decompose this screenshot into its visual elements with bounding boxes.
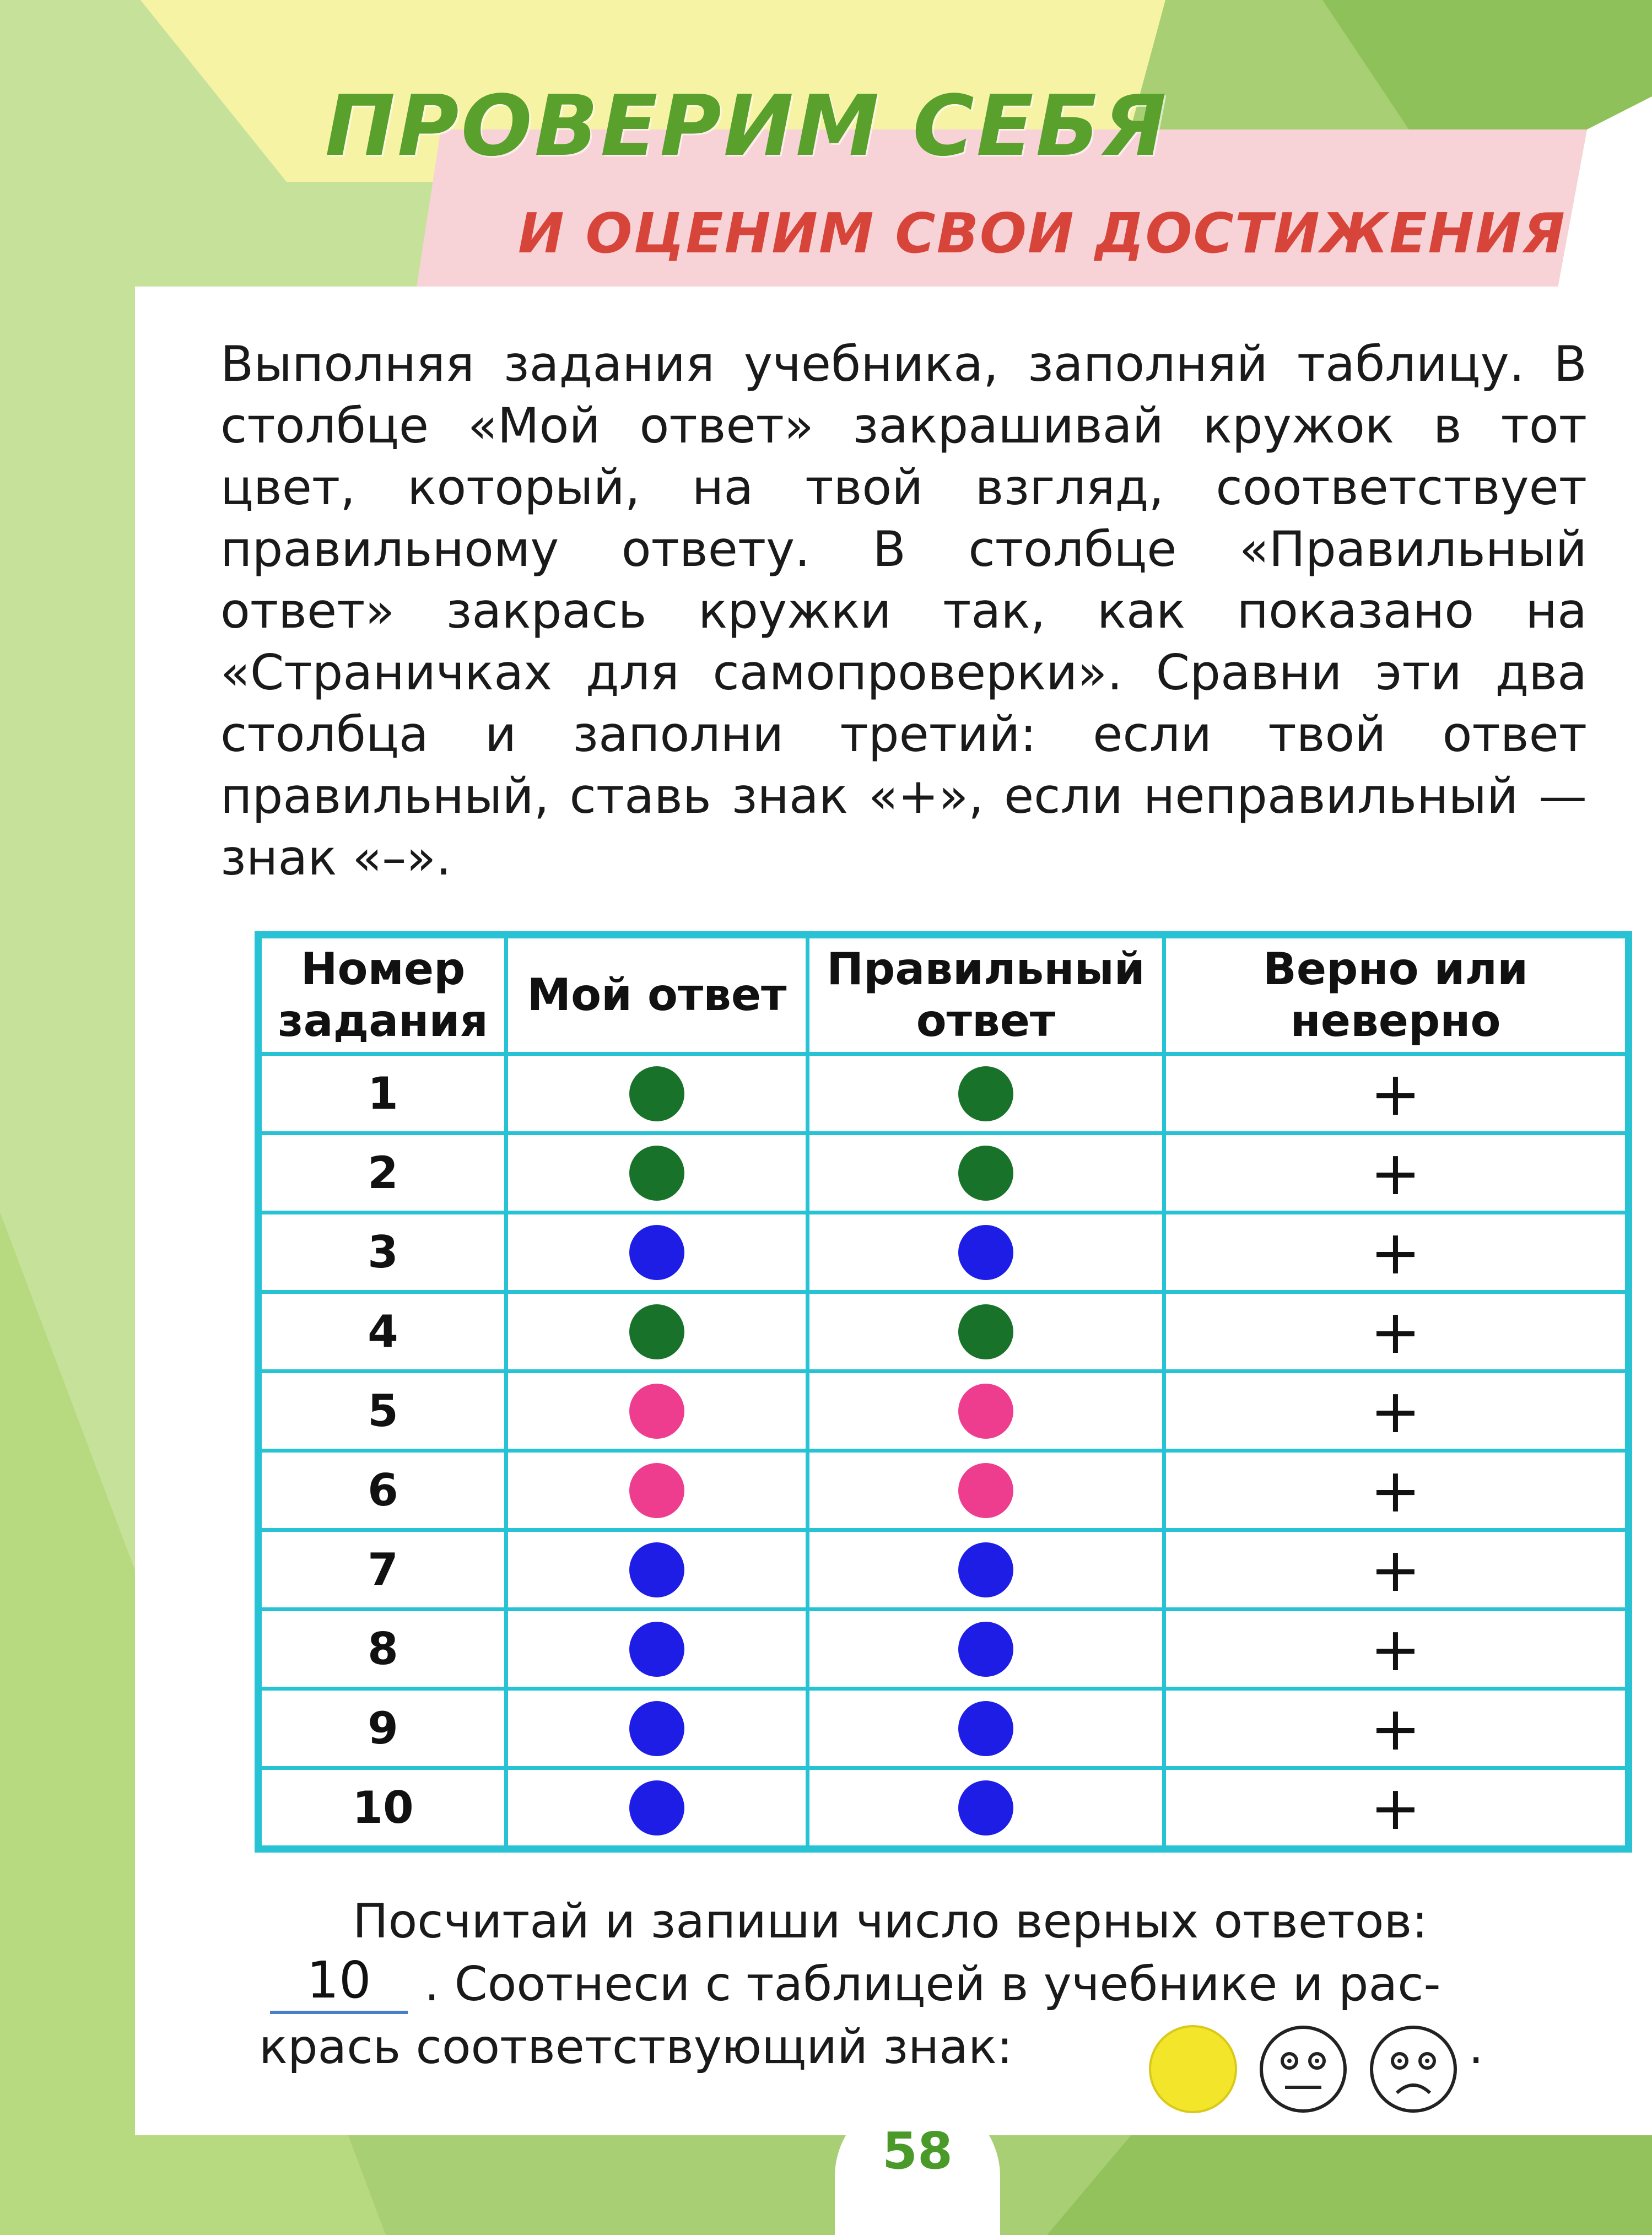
table-row [258,1768,1629,1849]
my-answer-pink-dot[interactable] [629,1384,684,1439]
table-row [258,1133,1629,1213]
task-number: 1 [258,1054,506,1133]
happy-face-icon[interactable] [1146,2022,1240,2116]
task-number: 6 [258,1451,506,1530]
my-answer-green-dot[interactable] [629,1066,684,1121]
my-answer-pink-dot[interactable] [629,1463,684,1518]
correct-answer-cell [808,1768,1164,1849]
header-right-or-wrong: Верно или неверно [1164,935,1629,1054]
sad-face-icon[interactable] [1367,2022,1460,2116]
task-number: 2 [258,1133,506,1213]
task-number: 3 [258,1213,506,1292]
correct-answer-blue-dot[interactable] [958,1542,1013,1597]
table-row [258,1292,1629,1372]
header-correct-answer: Правильный ответ [808,935,1164,1054]
correct-answer-blue-dot[interactable] [958,1622,1013,1677]
footer-line-3-end: . [1469,2020,1484,2075]
correct-answer-green-dot[interactable] [958,1066,1013,1121]
my-answer-blue-dot[interactable] [629,1622,684,1677]
table-row [258,1451,1629,1530]
correct-answer-cell [808,1054,1164,1133]
my-answer-blue-dot[interactable] [629,1225,684,1280]
correct-answer-cell [808,1530,1164,1610]
table-row [258,1213,1629,1292]
my-answer-cell [506,1054,808,1133]
my-answer-cell [506,1768,808,1849]
task-number: 4 [258,1292,506,1372]
footer-line-3: крась соответствующий знак: [259,2020,1013,2075]
table-row [258,1054,1629,1133]
page-number: 58 [882,2121,953,2180]
neutral-face-icon[interactable] [1256,2022,1350,2116]
instructions-text: Выполняя задания учебника, заполняй таблицу. В столбце «Мой ответ» закрашивай кружок в тот цвет, который, на твой взгляд, соответствует правильному ответу. В столбце «Правильный ответ» закрась кружки так, как показано на «Страничках для самопроверки». Сравни эти два столбца и заполни третий: если твой ответ правильный, ставь знак «+», если неправильный — знак «–». [220,336,1587,886]
result-mark[interactable]: + [1164,1372,1629,1451]
correct-answer-green-dot[interactable] [958,1146,1013,1201]
table-header-row [258,935,1629,1054]
correct-answer-cell [808,1689,1164,1768]
table-row [258,1610,1629,1689]
footer-line-1: Посчитай и запиши число верных ответов: [353,1894,1428,1949]
my-answer-blue-dot[interactable] [629,1542,684,1597]
task-number: 8 [258,1610,506,1689]
correct-answer-pink-dot[interactable] [958,1384,1013,1439]
correct-answer-cell [808,1610,1164,1689]
my-answer-green-dot[interactable] [629,1304,684,1359]
result-mark[interactable]: + [1164,1689,1629,1768]
footer-line-2: . Соотнеси с таблицей в учебнике и рас- [424,1957,1441,2012]
task-number: 7 [258,1530,506,1610]
table-row [258,1689,1629,1768]
header-task-number: Номер задания [258,935,506,1054]
result-mark[interactable]: + [1164,1054,1629,1133]
my-answer-blue-dot[interactable] [629,1701,684,1756]
correct-answer-blue-dot[interactable] [958,1701,1013,1756]
my-answer-cell [506,1372,808,1451]
my-answer-cell [506,1133,808,1213]
correct-answer-cell [808,1451,1164,1530]
result-mark[interactable]: + [1164,1768,1629,1849]
result-mark[interactable]: + [1164,1530,1629,1610]
result-mark[interactable]: + [1164,1610,1629,1689]
result-mark[interactable]: + [1164,1133,1629,1213]
table-body [258,1054,1629,1849]
table-row [258,1372,1629,1451]
result-mark[interactable]: + [1164,1292,1629,1372]
correct-answer-cell [808,1372,1164,1451]
correct-answer-green-dot[interactable] [958,1304,1013,1359]
page-title: ПРОВЕРИМ СЕБЯ [325,77,1169,175]
header-my-answer: Мой ответ [506,935,808,1054]
my-answer-cell [506,1292,808,1372]
correct-answers-count[interactable]: 10 [270,1951,408,2014]
correct-answer-blue-dot[interactable] [958,1225,1013,1280]
correct-answer-cell [808,1292,1164,1372]
correct-answer-blue-dot[interactable] [958,1780,1013,1835]
task-number: 10 [258,1768,506,1849]
table-row [258,1530,1629,1610]
self-check-table [255,931,1632,1853]
task-number: 5 [258,1372,506,1451]
correct-answer-pink-dot[interactable] [958,1463,1013,1518]
task-number: 9 [258,1689,506,1768]
my-answer-cell [506,1689,808,1768]
my-answer-green-dot[interactable] [629,1146,684,1201]
my-answer-cell [506,1451,808,1530]
correct-answer-cell [808,1213,1164,1292]
result-mark[interactable]: + [1164,1213,1629,1292]
my-answer-cell [506,1610,808,1689]
correct-answer-cell [808,1133,1164,1213]
page-subtitle: И ОЦЕНИМ СВОИ ДОСТИЖЕНИЯ [518,201,1566,266]
result-mark[interactable]: + [1164,1451,1629,1530]
my-answer-blue-dot[interactable] [629,1780,684,1835]
my-answer-cell [506,1213,808,1292]
my-answer-cell [506,1530,808,1610]
